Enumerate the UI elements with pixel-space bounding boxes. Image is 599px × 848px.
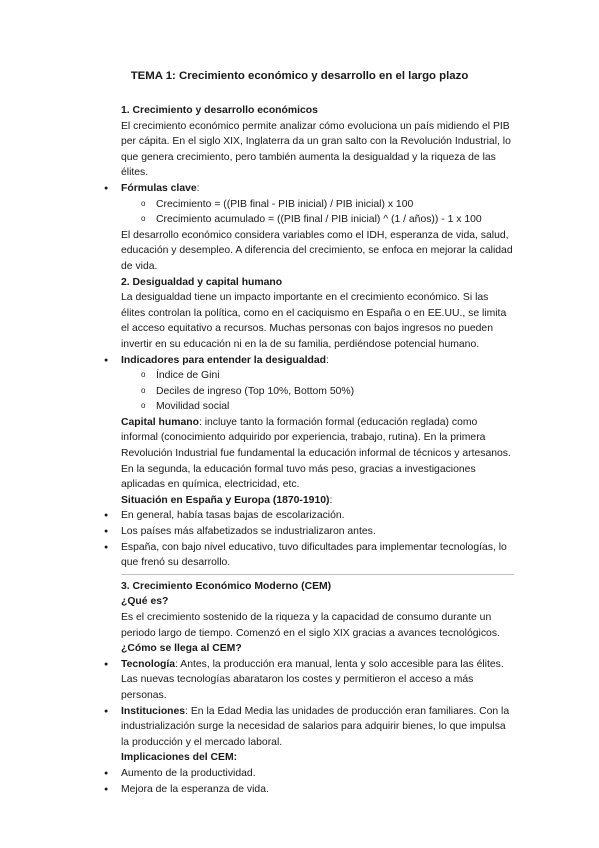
implication-item: ● Mejora de la esperanza de vida. bbox=[121, 782, 513, 798]
how-item-instituciones bbox=[121, 704, 513, 751]
how-item-text: : Antes, la producción era manual, lenta y solo accesible para las élites. Las nuevas tecnologías abarataron los costes y permitieron el acceso a más personas. bbox=[121, 658, 504, 701]
indicator-item: o Índice de Gini bbox=[156, 368, 513, 384]
how-item-text: : En la Edad Media las unidades de producción eran familiares. Con la industrialización surge la necesidad de salarios para adquirir bienes, lo que impulsa la producción y el mercado laboral. bbox=[121, 705, 510, 748]
situation-list bbox=[121, 508, 513, 570]
formula-item: o Crecimiento = ((PIB final - PIB inicial) / PIB inicial) x 100 bbox=[156, 197, 513, 213]
indicators-list bbox=[121, 368, 513, 415]
section-divider bbox=[121, 574, 514, 575]
situation-colon: : bbox=[329, 494, 333, 506]
implication-item: ● Aumento de la productividad. bbox=[121, 766, 513, 782]
indicators-label: Indicadores para entender la desigualdad bbox=[121, 354, 326, 366]
document-title: TEMA 1: Crecimiento económico y desarrollo en el largo plazo bbox=[130, 70, 469, 82]
formulas-label: Fórmulas clave bbox=[121, 182, 197, 194]
section-2-intro: La desigualdad tiene un impacto importante en el crecimiento económico. Si las élites controlan la política, como en el caciquismo en España o en EE.UU., se limita el acceso equitativo a recursos. Muchas personas con bajos ingresos no pueden invertir en su educación ni en la de su familia, perdiéndose potencial humano. bbox=[121, 292, 507, 350]
situation-item: ● En general, había tasas bajas de escolarización. bbox=[121, 508, 513, 524]
how-list bbox=[121, 657, 513, 751]
indicators-bullet bbox=[121, 353, 513, 369]
situation-item: ● España, con bajo nivel educativo, tuvo dificultades para implementar tecnologías, lo que frenó su desarrollo. bbox=[121, 540, 513, 571]
situation-item: ● Los países más alfabetizados se industrializaron antes. bbox=[121, 524, 513, 540]
capital-humano-paragraph bbox=[121, 415, 513, 493]
how-heading: ¿Cómo se llega al CEM? bbox=[121, 643, 242, 655]
indicator-item: o Deciles de ingreso (Top 10%, Bottom 50%) bbox=[156, 384, 513, 400]
formula-item: o Crecimiento acumulado = ((PIB final / PIB inicial) ^ (1 / años)) - 1 x 100 bbox=[156, 212, 513, 228]
section-3-heading: 3. Crecimiento Económico Moderno (CEM) bbox=[121, 580, 332, 592]
section-2-heading: 2. Desigualdad y capital humano bbox=[121, 276, 283, 288]
what-is-heading: ¿Qué es? bbox=[121, 596, 169, 608]
indicator-item: o Movilidad social bbox=[156, 399, 513, 415]
section-1-development: El desarrollo económico considera variables como el IDH, esperanza de vida, salud, educación y desempleo. A diferencia del crecimiento, se enfoca en mejorar la calidad de vida. bbox=[121, 229, 513, 272]
indicators-colon: : bbox=[326, 354, 329, 366]
implications-list bbox=[121, 766, 513, 797]
how-item-label: Tecnología bbox=[121, 658, 176, 670]
how-item-tecnologia bbox=[121, 657, 513, 704]
what-is-text: Es el crecimiento sostenido de la riqueza y la capacidad de consumo durante un periodo largo de tiempo. Comenzó en el siglo XIX gracias a avances tecnológicos. bbox=[121, 612, 500, 639]
capital-humano-text: : incluye tanto la formación formal (educación reglada) como informal (conocimiento adquirido por experiencia, trabajo, rutina). En la primera Revolución Industrial fue fundamental la educación informal de técnicos y artesanos. En la segunda, la educación formal tuvo más peso, gracias a investigaciones aplicadas en química, electricidad, etc. bbox=[121, 416, 511, 491]
section-1-intro: El crecimiento económico permite analizar cómo evoluciona un país midiendo el PIB per cápita. En el siglo XIX, Inglaterra da un gran salto con la Revolución Industrial, lo que genera crecimiento, pero también aumenta la desigualdad y la riqueza de las élites. bbox=[121, 120, 511, 179]
document-body bbox=[121, 103, 513, 797]
formulas-list bbox=[121, 197, 513, 228]
formulas-bullet bbox=[121, 181, 513, 197]
section-1-heading: 1. Crecimiento y desarrollo económicos bbox=[121, 105, 318, 116]
how-item-label: Instituciones bbox=[121, 705, 186, 717]
formulas-colon: : bbox=[196, 182, 200, 194]
implications-heading: Implicaciones del CEM: bbox=[121, 752, 238, 764]
situation-label: Situación en España y Europa (1870-1910) bbox=[121, 494, 330, 506]
capital-humano-label: Capital humano bbox=[121, 416, 199, 428]
situation-heading bbox=[121, 493, 513, 509]
